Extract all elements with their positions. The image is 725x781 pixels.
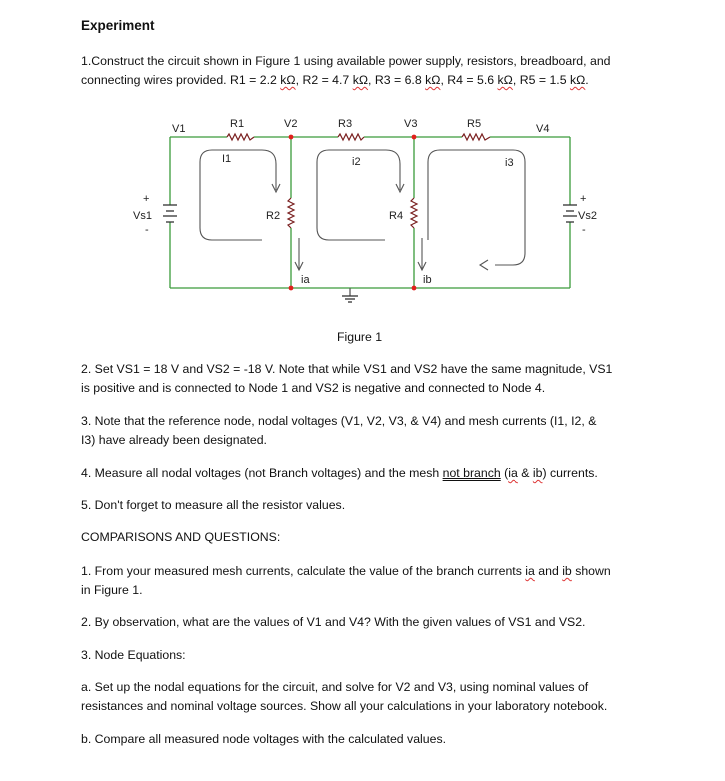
ib-text: ib <box>532 466 543 480</box>
question-3a <box>81 678 649 716</box>
step-2 <box>81 360 649 398</box>
label-minus: - <box>582 224 586 236</box>
label-r1: R1 <box>230 118 245 130</box>
ia-text: ia <box>508 466 518 480</box>
label-v4: V4 <box>536 123 550 135</box>
step-4-text: ( <box>500 466 509 480</box>
not-branch-text: not branch <box>442 466 501 480</box>
mesh-loop-i1 <box>200 150 276 240</box>
node-dot <box>289 286 294 291</box>
q1-text: and <box>534 564 563 578</box>
step-3-line-2: I3) have already been designated. <box>81 433 267 447</box>
heading: Experiment <box>81 18 155 33</box>
resistor-values-text: , R3 = 6.8 <box>368 73 426 87</box>
label-plus: + <box>143 193 150 205</box>
label-r2: R2 <box>266 210 281 222</box>
label-plus: + <box>580 193 587 205</box>
step-5: 5. Don't forget to measure all the resistor values. <box>81 498 346 512</box>
ia-text: ia <box>525 564 535 578</box>
node-dot <box>289 135 294 140</box>
resistor-values-text: . <box>585 73 589 87</box>
step-3-line-1: 3. Note that the reference node, nodal voltages (V1, V2, V3, & V4) and mesh currents (I1, I2, & <box>81 414 597 428</box>
label-v1: V1 <box>172 123 186 135</box>
step-4-text: ) currents. <box>542 466 598 480</box>
question-3b: b. Compare all measured node voltages with the calculated values. <box>81 732 447 746</box>
step-2-line-2: is positive and is connected to Node 1 and VS2 is negative and connected to Node 4. <box>81 381 546 395</box>
resistor-r3 <box>338 134 364 140</box>
node-dot <box>412 135 417 140</box>
resistor-r1 <box>227 134 254 140</box>
label-v3: V3 <box>404 118 418 130</box>
label-ib: ib <box>423 274 432 286</box>
resistor-values-text: , R2 = 4.7 <box>295 73 353 87</box>
q1-text: 1. From your measured mesh currents, calculate the value of the branch currents <box>81 564 526 578</box>
question-1-line-2: in Figure 1. <box>81 583 143 597</box>
section-heading: COMPARISONS AND QUESTIONS: <box>81 530 281 544</box>
unit-kohm: kΩ <box>569 73 586 87</box>
resistor-r5 <box>462 134 490 140</box>
resistor-r4 <box>411 198 417 228</box>
question-3: 3. Node Equations: <box>81 648 186 662</box>
ib-text: ib <box>562 564 572 578</box>
step-4-text: & <box>517 466 533 480</box>
label-i3: i3 <box>505 157 514 169</box>
step-4-text: 4. Measure all nodal voltages (not Branch voltages) and the mesh <box>81 466 443 480</box>
label-ia: ia <box>301 274 310 286</box>
arrow-head-i3 <box>480 260 488 270</box>
unit-kohm: kΩ <box>280 73 296 87</box>
node-dot <box>412 286 417 291</box>
unit-kohm: kΩ <box>352 73 369 87</box>
resistor-values-text: connecting wires provided. R1 = 2.2 <box>81 73 281 87</box>
unit-kohm: kΩ <box>497 73 513 87</box>
q1-text: shown <box>571 564 611 578</box>
label-v2: V2 <box>284 118 298 130</box>
step-4 <box>81 464 649 483</box>
label-minus: - <box>145 224 149 236</box>
label-i1: I1 <box>222 153 232 165</box>
question-1-line-1 <box>81 562 649 581</box>
label-r4: R4 <box>389 210 404 222</box>
resistor-values-text: , R5 = 1.5 <box>512 73 570 87</box>
resistor-values-text: , R4 = 5.6 <box>440 73 498 87</box>
step-1-line-1: 1.Construct the circuit shown in Figure 1 using available power supply, resistors, breadboard, and <box>81 54 611 68</box>
question-2: 2. By observation, what are the values of V1 and V4? With the given values of VS1 and VS2. <box>81 615 586 629</box>
label-r5: R5 <box>467 118 482 130</box>
unit-kohm: kΩ <box>425 73 441 87</box>
question-3a-line-1: a. Set up the nodal equations for the circuit, and solve for V2 and V3, using nominal values of <box>81 680 589 694</box>
label-vs1: Vs1 <box>133 210 152 222</box>
step-2-line-1: 2. Set VS1 = 18 V and VS2 = -18 V. Note that while VS1 and VS2 have the same magnitude, VS1 <box>81 362 613 376</box>
label-vs2: Vs2 <box>578 210 597 222</box>
question-3a-line-2: resistances and nominal voltage sources. Show all your calculations in your laboratory notebook. <box>81 699 608 713</box>
question-1 <box>81 562 649 600</box>
step-3 <box>81 412 649 450</box>
label-r3: R3 <box>338 118 353 130</box>
resistor-r2 <box>288 198 294 228</box>
figure-caption: Figure 1 <box>337 330 383 344</box>
label-i2: i2 <box>352 156 361 168</box>
